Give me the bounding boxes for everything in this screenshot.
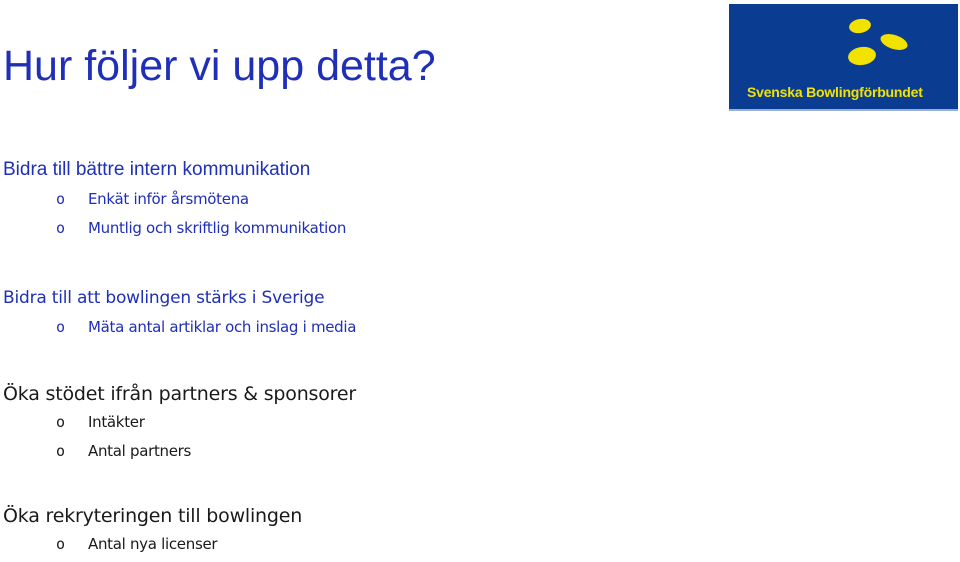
section-heading: Bidra till att bowlingen stärks i Sverige [3, 288, 325, 308]
section-recruitment [3, 504, 302, 559]
slide-title: Hur följer vi upp detta? [3, 42, 436, 90]
list-item-text: Muntlig och skriftlig kommunikation [88, 219, 347, 237]
svenska-bowlingforbundet-logo [729, 4, 958, 111]
bullet-circle-icon: o [56, 442, 66, 460]
list-item-text: Antal nya licenser [88, 535, 218, 553]
list-item [3, 408, 356, 437]
section-bowling-strengthened [3, 286, 357, 342]
list-item-text: Mäta antal artiklar och inslag i media [88, 318, 357, 336]
list-item-text: Enkät inför årsmötena [88, 190, 249, 208]
logo-wordmark: Svenska Bowlingförbundet [747, 84, 923, 100]
section-heading: Bidra till bättre intern kommunikation [3, 159, 311, 180]
list-item [3, 530, 302, 559]
bullet-circle-icon: o [56, 190, 66, 208]
list-item [3, 313, 357, 342]
section-heading: Öka stödet ifrån partners & sponsorer [3, 383, 356, 405]
bowling-balls-logo-icon [729, 4, 958, 84]
list-item [3, 437, 356, 466]
section-internal-communication [3, 158, 347, 243]
list-item-text: Antal partners [88, 442, 192, 460]
bullet-circle-icon: o [56, 318, 66, 336]
bullet-circle-icon: o [56, 219, 66, 237]
bullet-circle-icon: o [56, 535, 66, 553]
section-heading: Öka rekryteringen till bowlingen [3, 505, 303, 527]
list-item [3, 214, 347, 243]
section-partners-sponsors [3, 382, 356, 466]
list-item-text: Intäkter [88, 413, 145, 431]
bullet-circle-icon: o [56, 413, 66, 431]
list-item [3, 185, 310, 214]
